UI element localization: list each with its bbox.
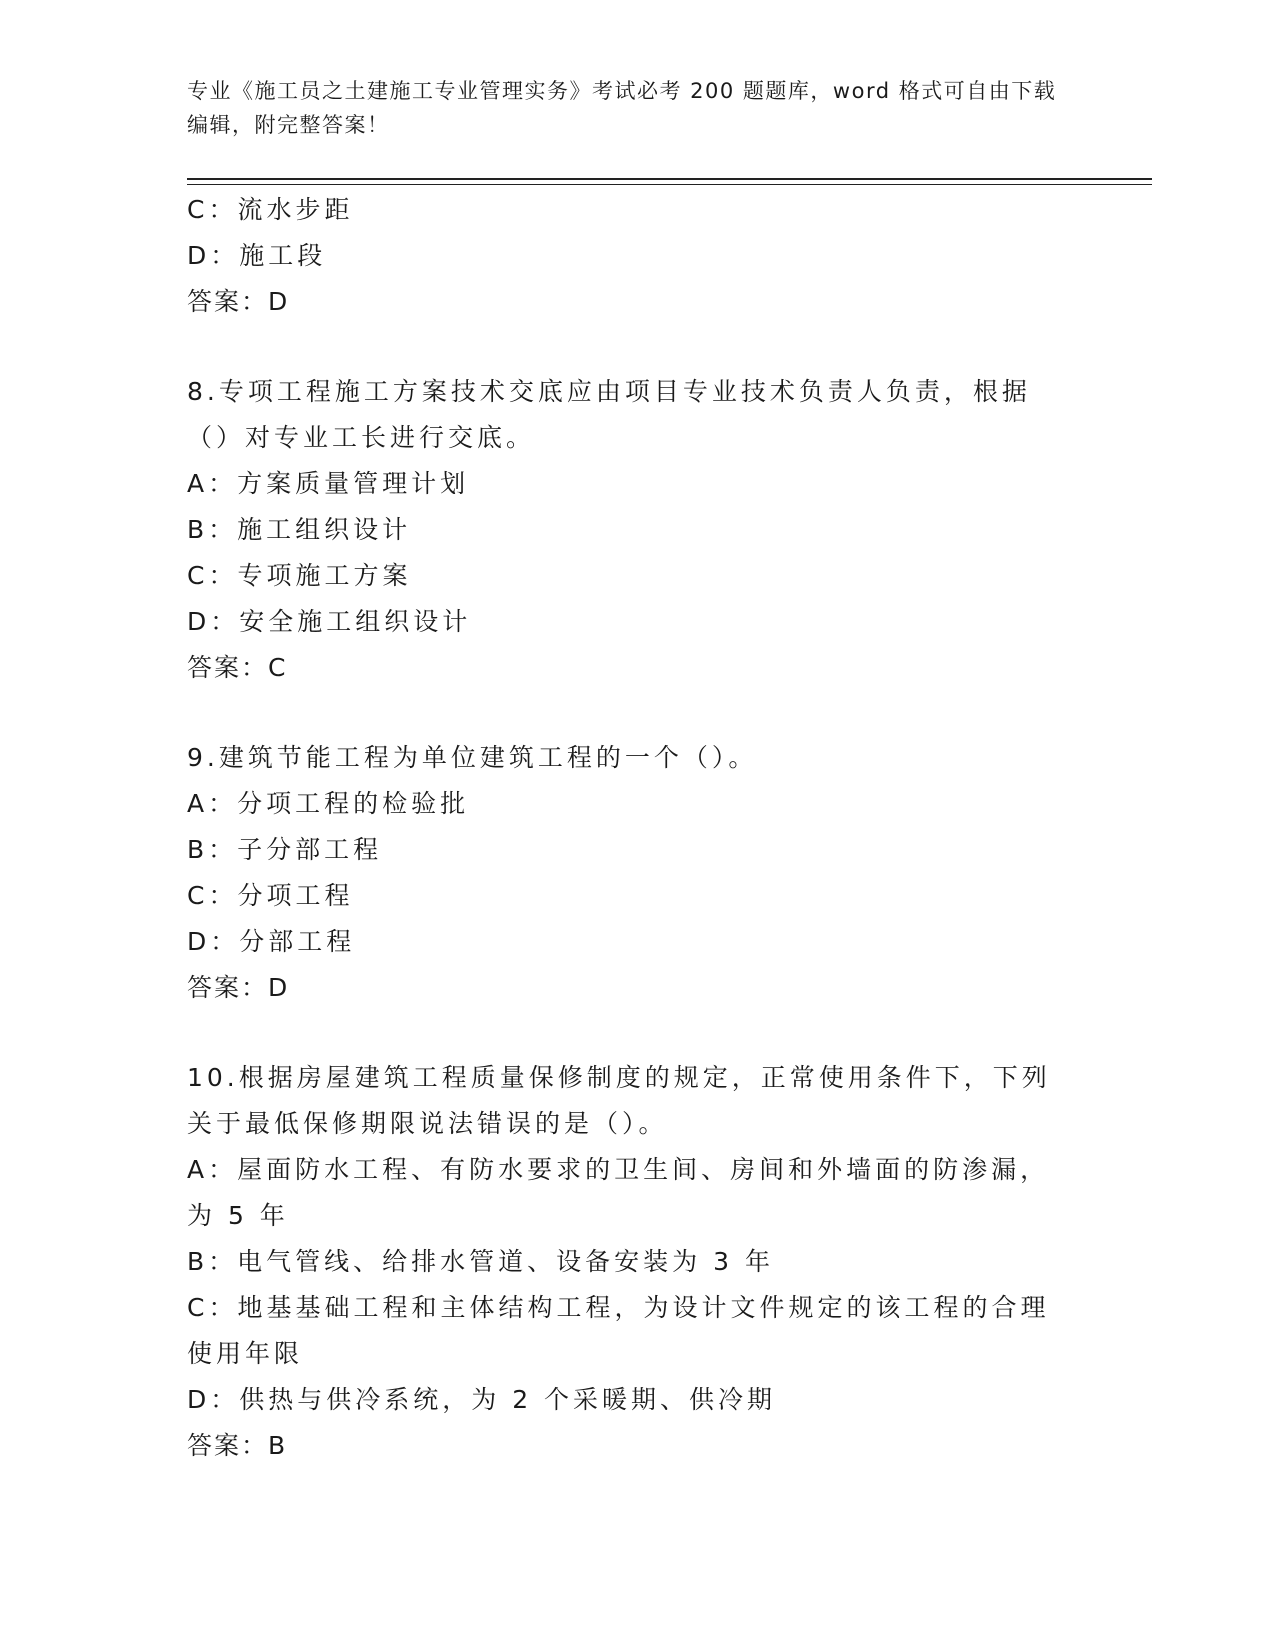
option-a: A：方案质量管理计划 <box>187 469 470 498</box>
option-c: C：地基基础工程和主体结构工程，为设计文件规定的该工程的合理使用年限 <box>187 1293 1050 1368</box>
question-fragment <box>187 187 1067 325</box>
question-stem: 10.根据房屋建筑工程质量保修制度的规定，正常使用条件下，下列关于最低保修期限说法错误的是（）。 <box>187 1063 1051 1138</box>
question-stem: 8.专项工程施工方案技术交底应由项目专业技术负责人负责，根据（）对专业工长进行交底。 <box>187 377 1031 452</box>
option-a: A：屋面防水工程、有防水要求的卫生间、房间和外墙面的防渗漏，为 5 年 <box>187 1155 1050 1230</box>
option-c: C：专项施工方案 <box>187 561 412 590</box>
question-stem: 9.建筑节能工程为单位建筑工程的一个（）。 <box>187 743 758 772</box>
option-d: D：施工段 <box>187 241 327 270</box>
question-8 <box>187 369 1067 691</box>
answer-line: 答案：B <box>187 1431 288 1460</box>
option-d: D：供热与供冷系统，为 2 个采暖期、供冷期 <box>187 1385 777 1414</box>
question-list <box>187 187 1067 1469</box>
option-c: C：流水步距 <box>187 195 354 224</box>
header-divider-thick <box>187 178 1152 180</box>
answer-line: 答案：D <box>187 287 290 316</box>
option-b: B：子分部工程 <box>187 835 383 864</box>
answer-line: 答案：C <box>187 653 288 682</box>
header-divider-thin <box>187 184 1152 185</box>
document-header: 专业《施工员之土建施工专业管理实务》考试必考 200 题题库，word 格式可自由下载编辑，附完整答案！ <box>187 79 1057 137</box>
question-9 <box>187 735 1067 1011</box>
option-d: D：分部工程 <box>187 927 356 956</box>
answer-line: 答案：D <box>187 973 290 1002</box>
option-b: B：电气管线、给排水管道、设备安装为 3 年 <box>187 1247 774 1276</box>
option-c: C：分项工程 <box>187 881 354 910</box>
question-10 <box>187 1055 1067 1469</box>
option-a: A：分项工程的检验批 <box>187 789 470 818</box>
option-d: D：安全施工组织设计 <box>187 607 472 636</box>
option-b: B：施工组织设计 <box>187 515 412 544</box>
